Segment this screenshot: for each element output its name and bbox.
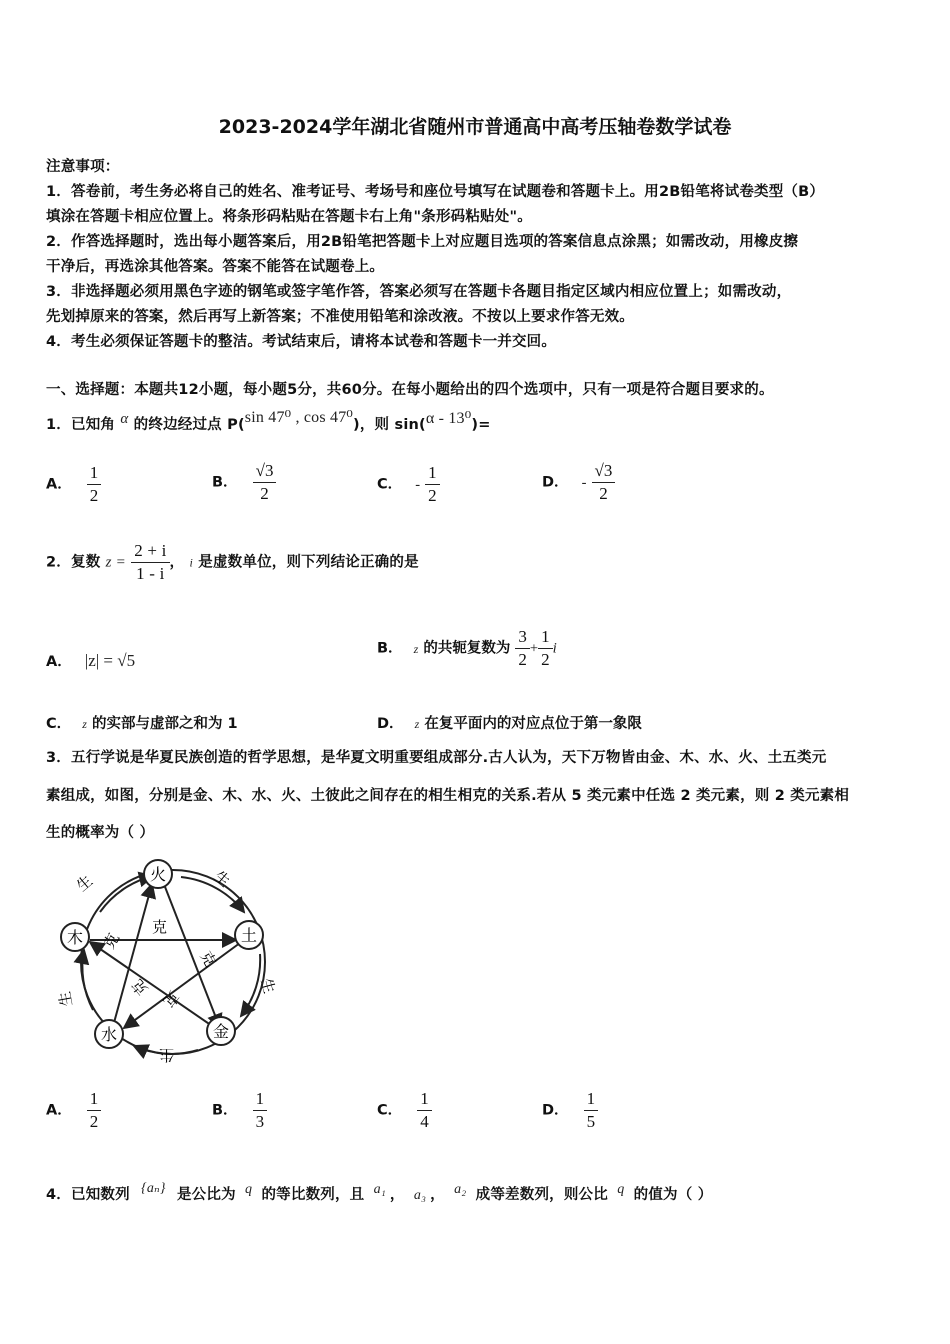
- option-label: C．: [46, 716, 72, 732]
- option-label: D．: [377, 716, 404, 732]
- q4-text: 成等差数列，则公比: [475, 1187, 608, 1203]
- q1-option-d[interactable]: [542, 462, 615, 503]
- q1-mid2: )，则 sin(: [353, 417, 426, 433]
- frac-num: 1: [584, 1090, 599, 1111]
- page-title: 2023-2024学年湖北省随州市普通高中高考压轴卷数学试卷: [218, 116, 732, 138]
- plus: +: [529, 640, 539, 657]
- label-sheng: 生: [158, 1046, 174, 1064]
- q1-point: sin 47⁰ , cos 47⁰: [244, 409, 354, 426]
- frac-den: 2: [541, 650, 550, 669]
- frac-den: 2: [599, 484, 608, 503]
- frac-den: 2: [428, 486, 437, 505]
- question-4: [46, 1183, 712, 1204]
- notice-line: 1．答卷前，考生务必将自己的姓名、准考证号、考场号和座位号填写在试题卷和答题卡上。用2B铅笔将试卷类型（B）: [46, 184, 825, 200]
- question-3-line: 生的概率为（ ）: [46, 825, 155, 841]
- option-text: 的共轭复数为: [423, 640, 511, 657]
- frac-den: 2: [89, 486, 99, 505]
- option-label: B．: [212, 1102, 238, 1119]
- notice-line: 先划掉原来的答案，然后再写上新答案；不准使用铅笔和涂改液。不按以上要求作答无效。: [46, 309, 634, 325]
- option-label: D．: [542, 1102, 569, 1119]
- label-sheng: 生: [210, 867, 234, 891]
- option-z: z: [414, 717, 420, 731]
- label-sheng: 生: [257, 976, 279, 996]
- frac-num: 1: [87, 464, 102, 485]
- option-label: B．: [377, 640, 403, 657]
- option-label: C．: [377, 1102, 403, 1119]
- q2-z: z =: [105, 554, 126, 571]
- frac-den: 2: [260, 484, 269, 503]
- question-1: [46, 409, 491, 434]
- node-earth: [235, 921, 263, 949]
- node-water: [95, 1020, 123, 1048]
- q4-seq: {aₙ}: [141, 1181, 166, 1196]
- q3-option-b[interactable]: [212, 1090, 267, 1131]
- q2-comma: ，: [169, 554, 185, 571]
- q4-prefix: 4．已知数列: [46, 1187, 130, 1203]
- q4-sep: ，: [389, 1187, 405, 1203]
- label-ke: 克: [152, 918, 168, 936]
- frac-num: 1: [87, 1090, 102, 1111]
- frac-num: √3: [253, 462, 277, 483]
- node-fire: [144, 860, 172, 888]
- label-ke: 克: [196, 948, 220, 971]
- question-3-line: 3．五行学说是华夏民族创造的哲学思想，是华夏文明重要组成部分.古人认为，天下万物皆由金、木、水、火、土五类元: [46, 750, 827, 766]
- q4-a3: a₃: [413, 1188, 427, 1203]
- section-heading: 一、选择题：本题共12小题，每小题5分，共60分。在每小题给出的四个选项中，只有一项是符合题目要求的。: [46, 382, 774, 398]
- q4-text: 是公比为: [176, 1187, 236, 1203]
- option-sign: -: [415, 476, 421, 493]
- q1-alpha: α: [120, 411, 129, 427]
- frac-den: 1 - i: [136, 564, 165, 583]
- q3-option-d[interactable]: [542, 1090, 598, 1131]
- q2-i: i: [189, 555, 194, 570]
- q4-q: q: [617, 1182, 625, 1197]
- arrow-water-wood: [82, 950, 93, 1010]
- option-label: A．: [46, 1102, 72, 1119]
- option-i: i: [552, 640, 557, 657]
- node-metal-label: 金: [212, 1022, 230, 1041]
- q2-option-d[interactable]: [377, 712, 642, 733]
- q3-option-a[interactable]: [46, 1090, 101, 1131]
- option-label: D．: [542, 474, 569, 491]
- node-metal: [207, 1017, 235, 1045]
- q1-mid: 的终边经过点 P(: [133, 417, 245, 433]
- q4-sep: ，: [430, 1187, 445, 1203]
- q4-text: 的等比数列，且: [261, 1187, 365, 1203]
- frac-num: 1: [538, 628, 553, 649]
- node-fire-label: 火: [149, 865, 167, 884]
- label-sheng: 生: [55, 989, 76, 1008]
- node-water-label: 水: [100, 1025, 118, 1044]
- q2-suffix: 是虚数单位，则下列结论正确的是: [198, 554, 419, 571]
- frac-den: 2: [518, 650, 527, 669]
- notice-line: 4．考生必须保证答题卡的整洁。考试结束后，请将本试卷和答题卡一并交回。: [46, 334, 557, 350]
- q2-option-c[interactable]: [46, 712, 238, 733]
- q3-option-c[interactable]: [377, 1090, 432, 1131]
- option-sign: -: [581, 474, 587, 491]
- q4-text: 的值为（ ）: [633, 1187, 713, 1203]
- notice-line: 干净后，再选涂其他答案。答案不能答在试题卷上。: [46, 259, 385, 275]
- frac-num: 1: [417, 1090, 432, 1111]
- q4-q: q: [245, 1182, 253, 1197]
- q1-option-c[interactable]: [377, 464, 440, 505]
- option-expr: |z| = √5: [84, 651, 136, 670]
- q2-prefix: 2．复数: [46, 554, 101, 571]
- q4-a2: a₂: [454, 1182, 467, 1197]
- notice-line: 填涂在答题卡相应位置上。将条形码粘贴在答题卡右上角"条形码粘贴处"。: [46, 209, 532, 225]
- q1-prefix: 1．已知角: [46, 417, 116, 433]
- frac-num: 1: [253, 1090, 268, 1111]
- option-z: z: [413, 641, 419, 656]
- q1-suffix: )=: [471, 417, 491, 433]
- frac-den: 2: [89, 1112, 99, 1131]
- notice-line: 2．作答选择题时，选出每小题答案后，用2B铅笔把答题卡上对应题目选项的答案信息点涂黑；如需改动，用橡皮擦: [46, 234, 799, 250]
- question-3-line: 素组成，如图，分别是金、木、水、火、土彼此之间存在的相生相克的关系.若从 5 类元素中任选 2 类元素，则 2 类元素相: [46, 788, 850, 804]
- node-wood: [61, 923, 89, 951]
- arrow-water-fire: [112, 884, 152, 1030]
- label-ke: 克: [159, 987, 183, 1011]
- frac-num: √3: [592, 462, 616, 483]
- frac-num: 2 + i: [131, 542, 169, 563]
- node-wood-label: 木: [66, 928, 84, 947]
- option-z: z: [82, 717, 87, 731]
- frac-num: 3: [515, 628, 530, 649]
- notice-heading: 注意事项：: [46, 159, 120, 175]
- label-sheng: 生: [73, 871, 97, 896]
- label-ke: 克: [128, 975, 152, 999]
- option-text: 在复平面内的对应点位于第一象限: [424, 716, 642, 732]
- question-2: [46, 542, 419, 583]
- frac-num: 1: [425, 464, 440, 485]
- arrow-earth-metal: [241, 954, 260, 1016]
- frac-den: 5: [586, 1112, 596, 1131]
- q1-expr: α - 13⁰: [425, 410, 472, 427]
- option-label: A．: [46, 476, 72, 493]
- frac-den: 4: [420, 1112, 429, 1131]
- q1-option-b[interactable]: [212, 462, 276, 503]
- q2-option-a[interactable]: [46, 650, 135, 671]
- option-label: B．: [212, 474, 238, 491]
- label-ke: 克: [99, 929, 123, 952]
- option-label: C．: [377, 476, 403, 493]
- node-earth-label: 土: [240, 926, 258, 945]
- frac-den: 3: [255, 1112, 265, 1131]
- five-elements-diagram: [48, 850, 288, 1070]
- q1-option-a[interactable]: [46, 464, 101, 505]
- q4-a1: a₁: [373, 1182, 386, 1197]
- option-label: A．: [46, 654, 72, 670]
- option-text: 的实部与虚部之和为 1: [91, 716, 238, 732]
- q2-option-b[interactable]: [377, 628, 557, 669]
- notice-line: 3．非选择题必须用黑色字迹的钢笔或签字笔作答，答案必须写在答题卡各题目指定区域内相应位置上；如需改动，: [46, 284, 792, 300]
